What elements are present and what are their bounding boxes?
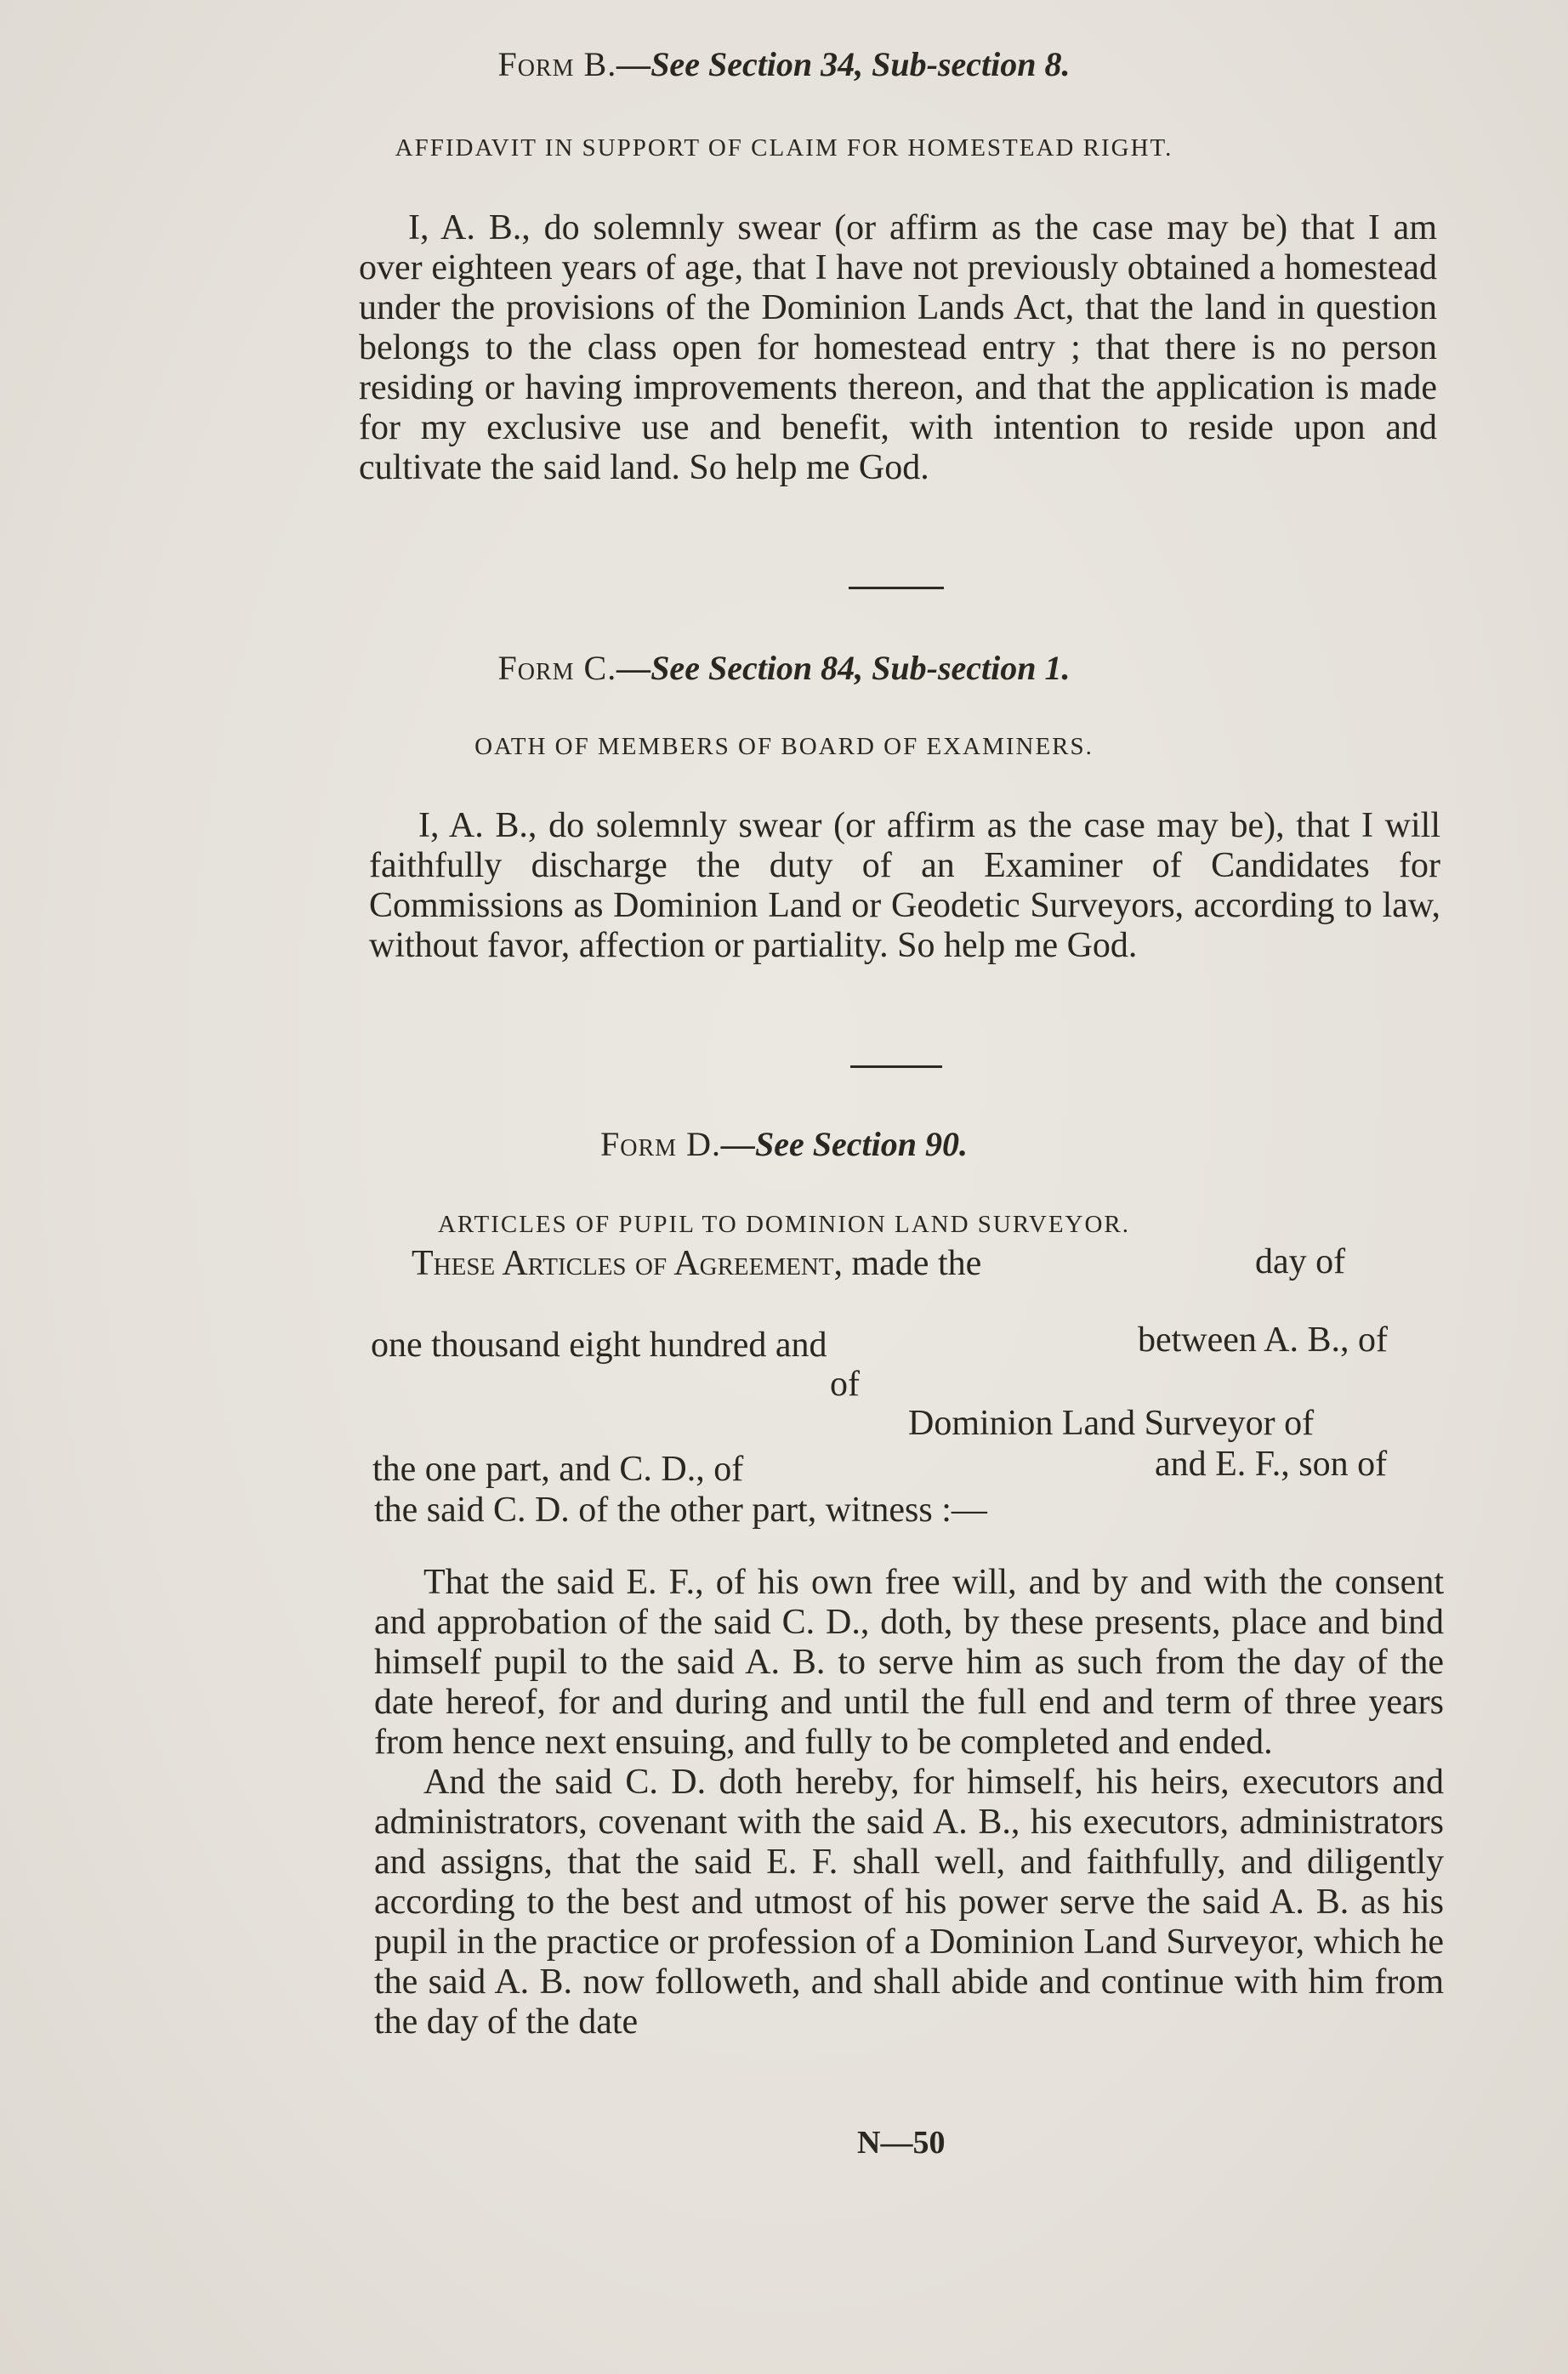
form-d-paragraph-1: That the said E. F., of his own free will, and by and with the consent and approbation of the said C. D., doth, by these presents, place and bind himself pupil to the said A. B. to serve him as such from the day of the date hereof, for and during and until the full end and term of three years from hence next ensuing, and fully to be completed and ended. xyxy=(374,1563,1444,1762)
agreement-line-year: one thousand eight hundred and xyxy=(371,1326,827,1365)
agreement-intro-made: made the xyxy=(851,1244,982,1283)
form-d-reference: —See Section 90. xyxy=(720,1125,968,1163)
form-d-paragraph-2: And the said C. D. doth hereby, for himself, his heirs, executors and administrators, covenant with the said A. B., his executors, administrators and assigns, that the said E. F. shall well, and faithfully, and diligently according to the best and utmost of his power serve the said A. B. as his pupil in the practice or profession of a Dominion Land Surveyor, which he the said A. B. now followeth, and shall abide and continue with him from the day of the date xyxy=(374,1763,1444,2042)
divider-rule-2 xyxy=(850,1065,942,1068)
agreement-line-parties: the one part, and C. D., of xyxy=(372,1450,744,1489)
form-c-label: Form C. xyxy=(497,649,617,687)
form-c-subtitle: OATH OF MEMBERS OF BOARD OF EXAMINERS. xyxy=(474,733,1094,760)
divider-rule-1 xyxy=(849,587,944,589)
form-d-body xyxy=(374,1563,1444,2042)
form-c-heading xyxy=(0,648,1568,688)
form-d-label: Form D. xyxy=(600,1125,721,1163)
page-folio: N—50 xyxy=(857,2125,946,2161)
form-c-reference: —See Section 84, Sub-section 1. xyxy=(616,649,1071,687)
agreement-line-witness: the said C. D. of the other part, witness :— xyxy=(374,1491,987,1530)
form-b-label: Form B. xyxy=(497,45,617,83)
form-b-heading xyxy=(0,44,1568,84)
form-b-body xyxy=(359,208,1437,488)
agreement-line-between: between A. B., of xyxy=(1138,1320,1388,1360)
agreement-intro-line xyxy=(412,1243,981,1284)
form-b-subtitle: AFFIDAVIT IN SUPPORT OF CLAIM FOR HOMESTEAD RIGHT. xyxy=(395,134,1173,162)
agreement-intro-day: day of xyxy=(1255,1242,1346,1281)
agreement-line-of: of xyxy=(830,1365,860,1404)
form-c-body xyxy=(369,806,1440,966)
form-b-reference: —See Section 34, Sub-section 8. xyxy=(616,45,1071,83)
form-b-paragraph: I, A. B., do solemnly swear (or affirm as the case may be) that I am over eighteen years of age, that I have not previously obtained a homestead under the provisions of the Dominion Lands Act, that the land in question belongs to the class open for homestead entry ; that there is no person residing or having improvements thereon, and that the application is made for my exclusive use and benefit, with intention to reside upon and cultivate the said land. So help me God. xyxy=(359,208,1437,487)
agreement-intro-smallcaps: These Articles of Agreement, xyxy=(412,1244,843,1283)
form-c-paragraph: I, A. B., do solemnly swear (or affirm as the case may be), that I will faithfully discharge the duty of an Examiner of Candidates for Commissions as Dominion Land or Geodetic Surveyors, according to law, without favor, affection or partiality. So help me God. xyxy=(369,806,1440,965)
form-d-subtitle: ARTICLES OF PUPIL TO DOMINION LAND SURVEYOR. xyxy=(437,1211,1131,1238)
agreement-line-son: and E. F., son of xyxy=(1155,1445,1388,1484)
agreement-line-surveyor: Dominion Land Surveyor of xyxy=(908,1404,1315,1443)
form-d-heading xyxy=(0,1124,1568,1164)
